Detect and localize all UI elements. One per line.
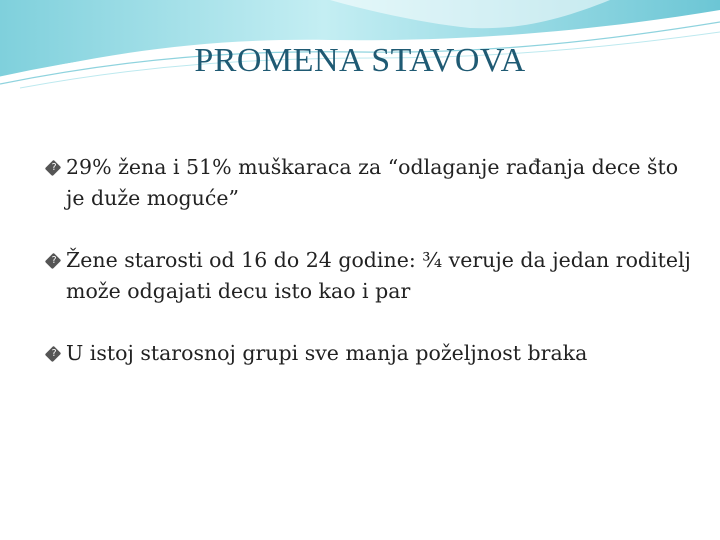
- missing-glyph-bullet-icon: [45, 346, 62, 363]
- bullet-list: [46, 152, 696, 400]
- bullet-text: 29% žena i 51% muškaraca za “odlaganje rađanja dece što je duže moguće”: [66, 155, 679, 210]
- bullet-item: [46, 245, 696, 307]
- bullet-item: [46, 152, 696, 214]
- slide-title: PROMENA STAVOVA: [194, 42, 526, 79]
- missing-glyph-bullet-icon: [45, 253, 62, 270]
- missing-glyph-bullet-icon: [45, 160, 62, 177]
- bullet-item: [46, 338, 696, 369]
- bullet-text: U istoj starosnoj grupi sve manja poželjnost braka: [66, 341, 588, 365]
- bullet-text: Žene starosti od 16 do 24 godine: ¾ veruje da jedan roditelj može odgajati decu isto kao i par: [66, 248, 691, 303]
